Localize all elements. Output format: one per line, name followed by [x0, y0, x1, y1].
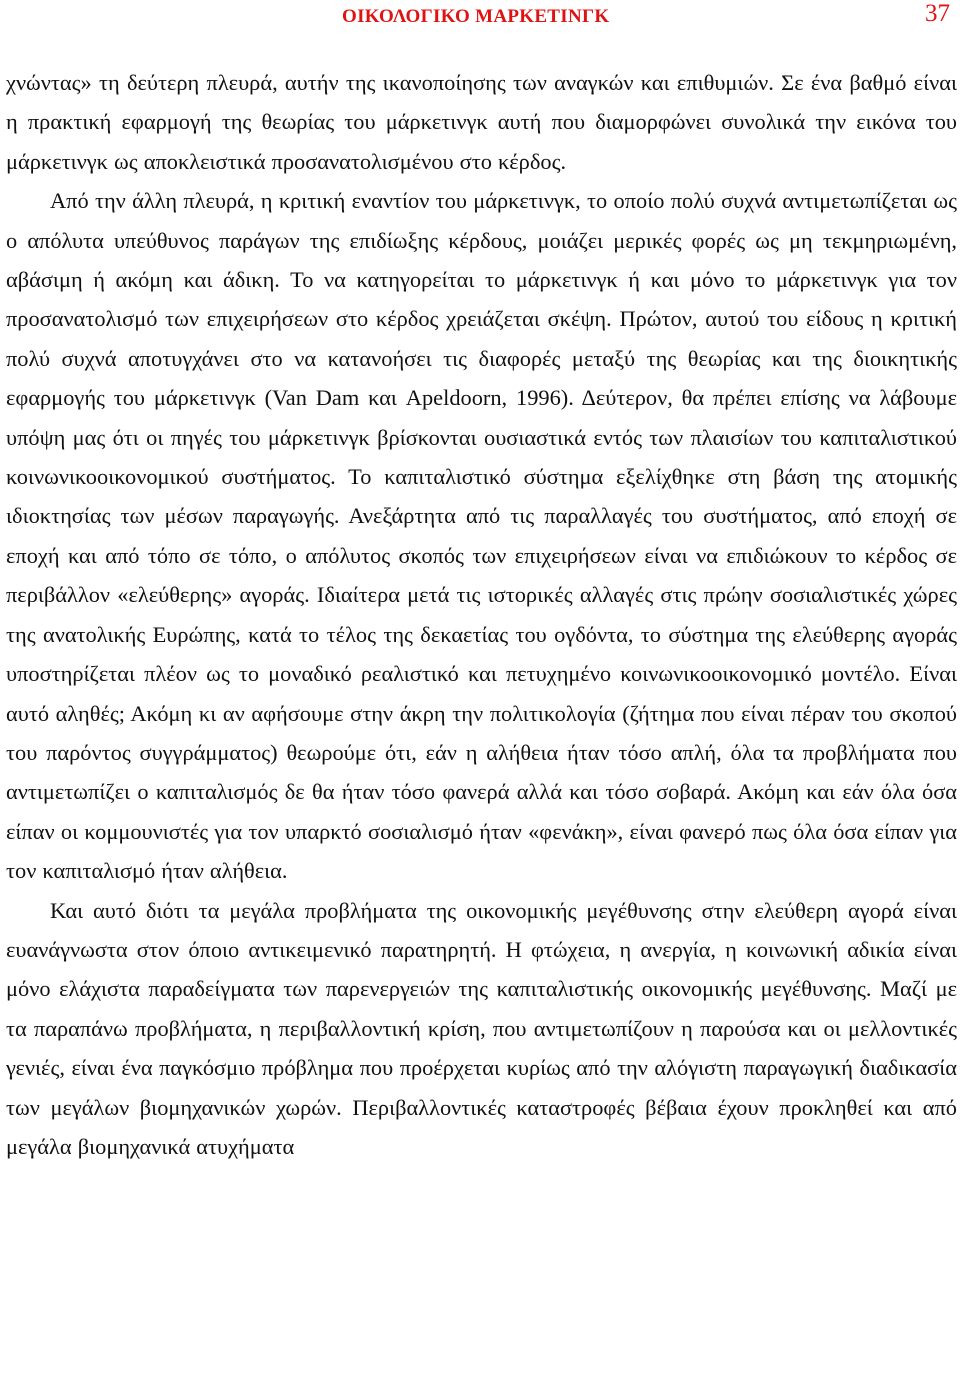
paragraph: Από την άλλη πλευρά, η κριτική εναντίον του μάρκετινγκ, το οποίο πολύ συχνά αντιμετωπίζεται ως ο απόλυτα υπεύθυνος παράγων της επιδίωξης κέρδους, μοιάζει μερικές φορές ως μη τεκμηριωμένη, αβάσιμη ή ακόμη και άδικη. Το να κατηγορείται το μάρκετινγκ ή και μόνο το μάρκετινγκ για τον προσανατολισμό των επιχειρήσεων στο κέρδος χρειάζεται σκέψη. Πρώτον, αυτού του είδους η κριτική πολύ συχνά αποτυγχάνει στο να κατανοήσει τις διαφορές μεταξύ της θεωρίας και της διοικητικής εφαρμογής του μάρκετινγκ (Van Dam και Apeldoorn, 1996). Δεύτερον, θα πρέπει επίσης να λάβουμε υπόψη μας ότι οι πηγές του μάρκετινγκ βρίσκονται ουσιαστικά εντός των πλαισίων του καπιταλιστικού κοινωνικοοικονομικού συστήματος. Το καπιταλιστικό σύστημα εξελίχθηκε στη βάση της ατομικής ιδιοκτησίας των μέσων παραγωγής. Ανεξάρτητα από τις παραλλαγές του συστήματος, από εποχή σε εποχή και από τόπο σε τόπο, ο απόλυτος σκοπός των επιχειρήσεων είναι να επιδιώκουν το κέρδος σε περιβάλλον «ελεύθερης» αγοράς. Ιδιαίτερα μετά τις ιστορικές αλλαγές στις πρώην σοσιαλιστικές χώρες της ανατολικής Ευρώπης, κατά το τέλος της δεκαετίας του ογδόντα, το σύστημα της ελεύθερης αγοράς υποστηρίζεται πλέον ως το μοναδικό ρεαλιστικό και πετυχημένο κοινωνικοοικονομικό μοντέλο. Είναι αυτό αληθές; Ακόμη κι αν αφήσουμε στην άκρη την πολιτικολογία (ζήτημα που είναι πέραν του σκοπού του παρόντος συγγράμματος) θεωρούμε ότι, εάν η αλήθεια ήταν τόσο απλή, όλα τα προβλήματα που αντιμετωπίζει ο καπιταλισμός δε θα ήταν τόσο φανερά αλλά και τόσο σοβαρά. Ακόμη και εάν όλα όσα είπαν οι κομμουνιστές για τον υπαρκτό σοσιαλισμό ήταν «φενάκη», είναι φανερό πως όλα όσα είπαν για τον καπιταλισμό ήταν αλήθεια. — [6, 188, 957, 884]
page-number: 37 — [925, 0, 950, 27]
paragraph: Και αυτό διότι τα μεγάλα προβλήματα της οικονομικής μεγέθυνσης στην ελεύθερη αγορά είναι ευανάγνωστα στον όποιο αντικειμενικό παρατηρητή. Η φτώχεια, η ανεργία, η κοινωνική αδικία είναι μόνο ελάχιστα παραδείγματα των παρενεργειών της καπιταλιστικής οικονομικής μεγέθυνσης. Μαζί με τα παραπάνω προβλήματα, η περιβαλλοντική κρίση, που αντιμετωπίζουν η παρούσα και οι μελλοντικές γενιές, είναι ένα παγκόσμιο πρόβλημα που προέρχεται κυρίως από την αλόγιστη παραγωγική διαδικασία των μεγάλων βιομηχανικών χωρών. Περιβαλλοντικές καταστροφές βέβαια έχουν προκληθεί και από μεγάλα βιομηχανικά ατυχήματα — [6, 897, 957, 1159]
paragraph-continued: χνώντας» τη δεύτερη πλευρά, αυτήν της ικανοποίησης των αναγκών και επιθυμιών. Σε ένα βαθμό είναι η πρακτική εφαρμογή της θεωρίας του μάρκετινγκ αυτή που διαμορφώνει συνολικά την εικόνα του μάρκετινγκ ως αποκλειστικά προσανατολισμένου στο κέρδος. — [6, 70, 957, 174]
body-text — [6, 63, 957, 1166]
running-header — [0, 0, 960, 40]
running-header-title: ΟΙΚΟΛΟΓΙΚΟ ΜΑΡΚΕΤΙΝΓΚ — [342, 6, 610, 27]
